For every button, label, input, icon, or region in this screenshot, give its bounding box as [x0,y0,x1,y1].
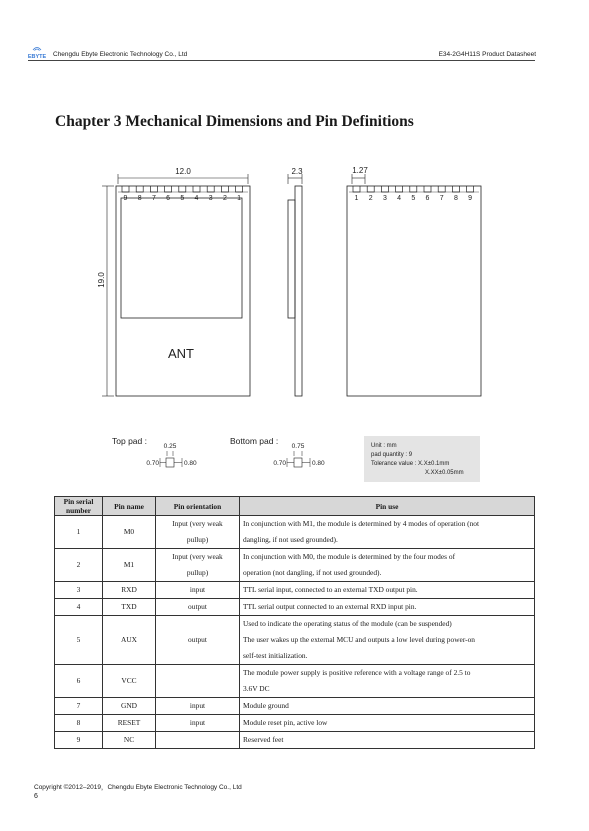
header-pin-number: Pin serial number [55,497,103,516]
footer-copyright: Copyright ©2012–2019，Chengdu Ebyte Electronic Technology Co., Ltd [34,784,242,791]
pin-name-cell: M1 [103,549,156,582]
castellated-pad [136,186,143,192]
header-pin-name: Pin name [103,497,156,516]
castellated-pad [467,186,474,192]
pin-use-cell [240,698,535,715]
header-rule [28,60,535,61]
pin-use-cell [240,715,535,732]
use-line: TTL serial input, connected to an external TXD output pin. [243,585,418,594]
pin-number-cell: 4 [55,599,103,616]
pin-orientation-cell [156,715,240,732]
pin-orientation-cell [156,599,240,616]
mechanical-drawing [80,160,500,490]
castellated-pad [193,186,200,192]
side-view-shield [288,200,295,318]
bottom-pad-label: Bottom pad : [230,436,279,446]
pin-number-label: 6 [425,195,430,202]
thickness-dimension: 2.3 [291,167,303,176]
pin-number-cell: 6 [55,665,103,698]
bottom-pad-width: 0.75 [291,443,305,450]
pin-number-label: 9 [468,195,473,202]
table-row [55,549,535,582]
castellated-pad [367,186,374,192]
pin-number-label: 6 [166,195,171,202]
pin-name-cell: NC [103,732,156,749]
top-pin-numbers [124,195,242,202]
castellated-pad [179,186,186,192]
pin-orientation-cell [156,698,240,715]
note-pad-quantity: pad quantity : 9 [371,452,413,458]
pin-use-cell [240,582,535,599]
orientation-line: Input (very weak [172,552,223,561]
pin-number-label: 5 [411,195,416,202]
use-line: operation (not dangling, if not used grounded). [243,568,382,577]
castellated-pad [150,186,157,192]
use-line: The module power supply is positive reference with a voltage range of 2.5 to [243,668,471,677]
pin-name-cell: TXD [103,599,156,616]
height-dimension: 19.0 [97,272,106,288]
pin-orientation-cell [156,516,240,549]
pin-number-label: 4 [194,195,199,202]
pin-number-cell: 5 [55,616,103,665]
table-row [55,732,535,749]
header-pin-use: Pin use [240,497,535,516]
pin-number-label: 2 [368,195,373,202]
table-row [55,665,535,698]
pin-orientation-cell [156,616,240,665]
pin-use-cell [240,616,535,665]
chapter-title: Chapter 3 Mechanical Dimensions and Pin Definitions [55,113,414,130]
pin-name-cell: RESET [103,715,156,732]
pin-number-cell: 7 [55,698,103,715]
use-line: self-test initialization. [243,651,308,660]
castellated-pad [207,186,214,192]
pin-number-label: 7 [439,195,444,202]
pin-use-cell [240,732,535,749]
pin-number-label: 9 [123,195,128,202]
table-row [55,715,535,732]
orientation-line: pullup) [186,535,209,544]
orientation-line: output [188,635,207,644]
note-unit: Unit : mm [371,443,397,449]
pin-orientation-cell [156,665,240,698]
pin-number-label: 4 [397,195,402,202]
use-line: 3.6V DC [243,684,270,693]
top-pad-shape [166,458,174,467]
orientation-line: Input (very weak [172,519,223,528]
top-pad-a: 0.70 [146,460,159,467]
pin-definition-table [54,496,535,749]
castellated-pad [410,186,417,192]
ebyte-logo [24,44,50,60]
top-castellations [118,186,248,192]
pin-number-cell: 3 [55,582,103,599]
pin-name-cell: VCC [103,665,156,698]
table-row [55,698,535,715]
table-row [55,516,535,549]
castellated-pad [353,186,360,192]
bottom-pad-a: 0.70 [273,460,286,467]
header-pin-orientation: Pin orientation [156,497,240,516]
table-row [55,616,535,665]
pin-number-label: 1 [354,195,359,202]
pin-number-label: 3 [382,195,387,202]
pitch-dimension: 1.27 [352,166,368,175]
table-row [55,582,535,599]
top-pad-b: 0.80 [184,460,197,467]
use-line: Reserved feet [243,735,284,744]
pin-use-cell [240,549,535,582]
use-line: Module reset pin, active low [243,718,328,727]
table-header-row [55,497,535,516]
note-tolerance-2: X.XX±0.05mm [425,470,464,476]
pin-orientation-cell [156,732,240,749]
orientation-line: input [189,585,206,594]
orientation-line: output [188,602,207,611]
pin-name-cell: AUX [103,616,156,665]
castellated-pad [165,186,172,192]
use-line: Module ground [243,701,289,710]
castellated-pad [122,186,129,192]
use-line: In conjunction with M0, the module is determined by the four modes of [243,552,456,561]
orientation-line: input [189,701,206,710]
use-line: TTL serial output connected to an external RXD input pin. [243,602,417,611]
pin-number-cell: 8 [55,715,103,732]
bottom-castellations [349,186,479,192]
orientation-line: pullup) [186,568,209,577]
castellated-pad [396,186,403,192]
header-company: Chengdu Ebyte Electronic Technology Co., Ltd [53,51,188,58]
pin-use-cell [240,665,535,698]
castellated-pad [381,186,388,192]
use-line: Used to indicate the operating status of the module (can be suspended) [243,619,452,628]
top-pad-width: 0.25 [163,443,177,450]
bottom-pin-numbers [355,195,473,202]
top-pad-label: Top pad : [112,436,147,446]
pin-number-label: 1 [237,195,242,202]
side-view-pcb [295,186,302,396]
castellated-pad [452,186,459,192]
top-view-outline [116,186,250,396]
use-line: The user wakes up the external MCU and outputs a low level during power-on [243,635,475,644]
pin-use-cell [240,516,535,549]
pin-number-cell: 9 [55,732,103,749]
pin-name-cell: GND [103,698,156,715]
shield-outline [121,198,242,318]
note-tolerance-1: Tolerance value : X.X±0.1mm [371,461,450,467]
pin-number-label: 8 [137,195,142,202]
pin-number-label: 2 [222,195,227,202]
bottom-pad-b: 0.80 [312,460,325,467]
orientation-line: input [189,718,206,727]
table-row [55,599,535,616]
width-dimension: 12.0 [175,167,191,176]
pin-number-cell: 2 [55,549,103,582]
castellated-pad [236,186,243,192]
pin-number-label: 3 [208,195,213,202]
use-line: dangling, if not used grounded). [243,535,338,544]
svg-text:EBYTE: EBYTE [27,54,47,60]
bottom-view-outline [347,186,481,396]
pin-orientation-cell [156,549,240,582]
ant-label: ANT [168,346,194,361]
bottom-pad-shape [294,458,302,467]
pin-name-cell: M0 [103,516,156,549]
pin-number-label: 8 [453,195,458,202]
pin-number-label: 7 [151,195,156,202]
pin-use-cell [240,599,535,616]
pin-number-cell: 1 [55,516,103,549]
page-number: 6 [34,793,38,800]
use-line: In conjunction with M1, the module is determined by 4 modes of operation (not [243,519,480,528]
castellated-pad [438,186,445,192]
pin-name-cell: RXD [103,582,156,599]
header-doc-title: E34-2G4H11S Product Datasheet [438,51,536,58]
castellated-pad [221,186,228,192]
pin-number-label: 5 [180,195,185,202]
castellated-pad [424,186,431,192]
pin-orientation-cell [156,582,240,599]
